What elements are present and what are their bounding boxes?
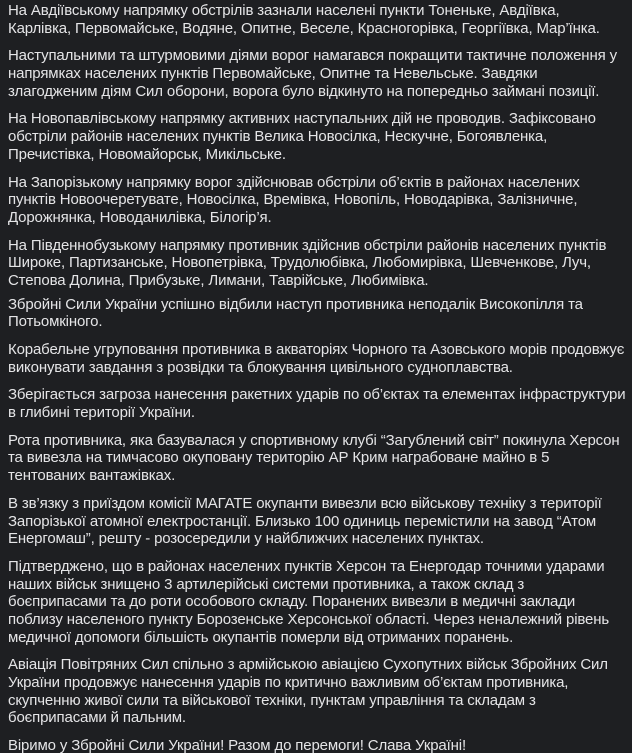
paragraph-iaea-equipment: В зв’язку з приїздом комісії МАГАТЕ окупанти вивезли всю військову техніку з території Запорізької атомної електростанції. Близько 100 одиниць перемістили на завод “Атом Енергомаш”, решту - розосередили у найближчих населених пунктах. bbox=[8, 494, 602, 548]
paragraph-avdiivka-direction: На Авдіївському напрямку обстрілів зазнали населені пункти Тоненьке, Авдіївка, Карлівка, Первомайське, Водяне, Опитне, Веселе, Красногорівка, Георгіївка, Мар’їнка. bbox=[8, 2, 600, 37]
paragraph-pivdennobuzkyi-direction: На Південнобузькому напрямку противник здійснив обстріли районів населених пунктів Широке, Партизанське, Новопетрівка, Трудолюбівка, Любомирівка, Шевченкове, Луч, Степова Долина, Прибузьке, Лимани, Таврійське, Любимівка. bbox=[8, 236, 607, 289]
paragraph-novopavlivske-direction: На Новопавлівському напрямку активних наступальних дій не проводив. Зафіксовано обстріли районів населених пунктів Велика Новосілка, Нескучне, Богоявленка, Пречистівка, Новомайорськ, Микільське. bbox=[8, 110, 596, 163]
paragraph-zaporizhzhia-direction: На Запорізькому напрямку ворог здійснював обстріли об’єктів в районах населених пунктів Новоочеретувате, Новосілка, Времівка, Новопіль, Новодарівка, Залізничне, Дорожнянка, Новоданилівка, Білогір’я. bbox=[8, 173, 580, 226]
paragraph-naval-group: Корабельне угруповання противника в акваторіях Чорного та Азовського морів продовжує виконувати завдання з розвідки та блокування цивільного судноплавства. bbox=[8, 341, 625, 376]
paragraph-aviation-strikes: Авіація Повітряних Сил спільно з армійською авіацією Сухопутних військ Збройних Сил України продовжує нанесення ударів по критично важливим об’єктам противника, скупченню живої сили та військової техніки, пунктам управління та складам з боєприпасами й пальним. bbox=[8, 656, 608, 727]
paragraph-repelled-attack: Збройні Сили України успішно відбили наступ противника неподалік Високопілля та Потьомкіного. bbox=[8, 295, 583, 331]
paragraph-closing-slogan: Віримо у Збройні Сили України! Разом до перемоги! Слава Україні! bbox=[8, 737, 466, 753]
paragraph-kherson-looting: Рота противника, яка базувалася у спортивному клубі “Загублений світ” покинула Херсон та вивезла на тимчасово окуповану територію АР Крим награбоване майно в 5 тентованих вантажівках. bbox=[8, 431, 620, 485]
paragraph-assault-actions: Наступальними та штурмовими діями ворог намагався покращити тактичне положення у напрямках населених пунктів Первомайське, Опитне та Невельське. Завдяки злагодженим діям Сил оборони, ворога було відкинуто на попередньо займані позиції. bbox=[8, 47, 617, 100]
paragraph-confirmed-strikes: Підтверджено, що в районах населених пунктів Херсон та Енергодар точними ударами наших військ знищено 3 артилерійські системи противника, а також склад з боєприпасами та до роти особового складу. Поранених вивезли в медичні заклади поблизу населеного пункту Борозенське Херсонської області. Через неналежний рівень медичної допомоги більшість окупантів померли від отриманих поранень. bbox=[8, 557, 610, 646]
paragraph-missile-threat: Зберігається загроза нанесення ракетних ударів по об’єктах та елементах інфраструктури в глибині території України. bbox=[8, 386, 626, 422]
